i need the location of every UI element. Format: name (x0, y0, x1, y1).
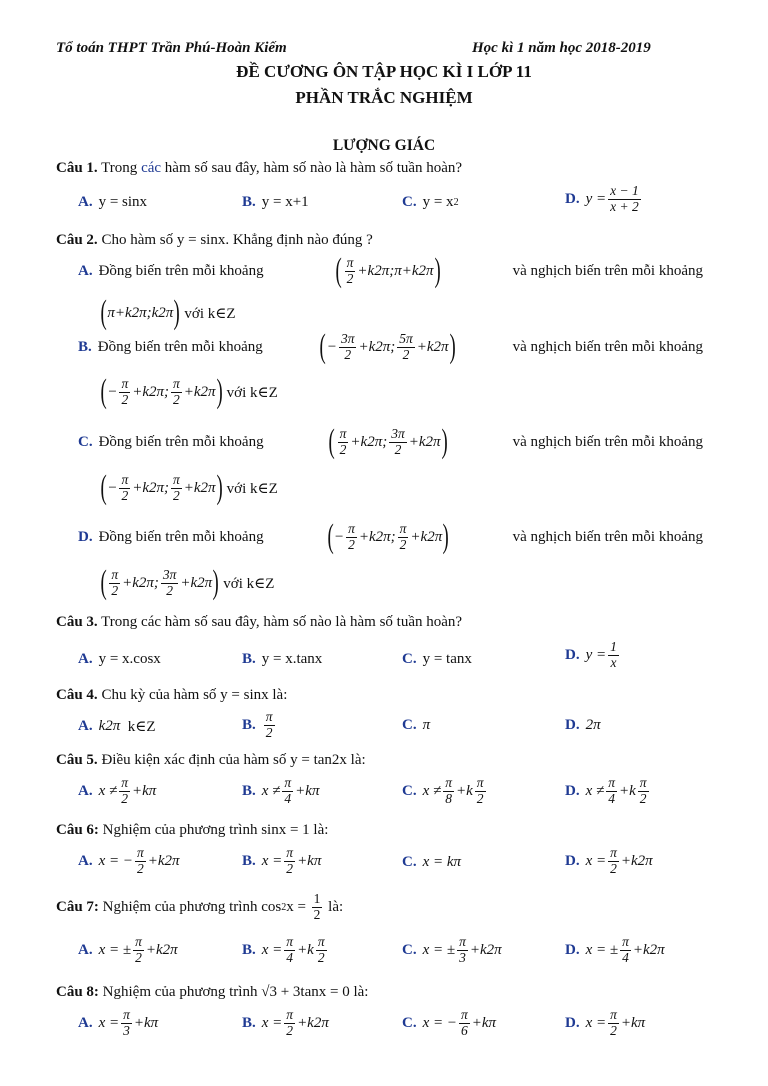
q6-option-a[interactable]: A. x = − $\frac{\pi}{2}$ +k2π (78, 845, 180, 876)
q1-option-b[interactable]: B. y = x+1 (242, 194, 309, 210)
q8-option-a[interactable]: A. x = $\frac{\pi}{3}$ +kπ (78, 1007, 159, 1038)
q8-option-c[interactable]: C. x = − $\frac{\pi}{6}$ +kπ (402, 1007, 497, 1038)
q8-option-d[interactable]: D. x = $\frac{\pi}{2}$ +kπ (565, 1007, 646, 1038)
q7-option-a[interactable]: A. x = ± $\frac{\pi}{2}$ +k2π (78, 934, 178, 965)
q4-option-b[interactable]: B. $\frac{\pi}{2}$ (242, 709, 273, 740)
q6-option-d[interactable]: D. x = $\frac{\pi}{2}$ +k2π (565, 845, 653, 876)
q2-option-d-cont: ( $\frac{\pi}{2}$ +k2π; $\frac{3\pi}{2}$ +k2π ) với k∈Z (100, 564, 275, 601)
q2-option-a-cont: ( π+k2π;k2π ) với k∈Z (100, 294, 236, 331)
q4-option-d[interactable]: D. 2π (565, 717, 601, 733)
q7-option-c[interactable]: C. x = ± $\frac{\pi}{3}$ +k2π (402, 934, 502, 965)
q2-option-b-cont: ( − $\frac{\pi}{2}$ +k2π; $\frac{\pi}{2}$ +k2π ) với k∈Z (100, 373, 278, 410)
question-number: Câu 1. (56, 160, 98, 176)
q8-option-b[interactable]: B. x = $\frac{\pi}{2}$ +k2π (242, 1007, 329, 1038)
doc-subtitle: PHẦN TRẮC NGHIỆM (295, 88, 473, 107)
question-8: Câu 8: Nghiệm của phương trình √3 + 3tanx = 0 là: (56, 984, 369, 1000)
q1-option-c[interactable]: C. y = x 2 (402, 194, 459, 210)
header-right: Học kì 1 năm học 2018-2019 (472, 40, 651, 56)
doc-title: ĐỀ CƯƠNG ÔN TẬP HỌC KÌ I LỚP 11 (236, 62, 532, 81)
header-left: Tổ toán THPT Trần Phú-Hoàn Kiếm (56, 40, 287, 56)
q2-option-a[interactable]: A. Đồng biến trên mỗi khoảng ( $\frac{\pi}{2}$ +k2π;π+k2π ) và nghịch biến trên mỗi khoảng (78, 252, 703, 289)
q3-option-d[interactable]: D. y = $\frac{1}{x}$ (565, 639, 617, 670)
q7-option-d[interactable]: D. x = ± $\frac{\pi}{4}$ +k2π (565, 934, 665, 965)
q2-option-c[interactable]: C. Đồng biến trên mỗi khoảng ( $\frac{\pi}{2}$ +k2π; $\frac{3\pi}{2}$ +k2π ) và nghịch biến trên mỗi khoảng (78, 423, 703, 460)
q7-option-b[interactable]: B. x = $\frac{\pi}{4}$ +k $\frac{\pi}{2}$ (242, 934, 325, 965)
question-7: Câu 7: Nghiệm của phương trình cos 2 x = $\frac{1}{2}$ là: (56, 891, 344, 922)
question-5: Câu 5. Điều kiện xác định của hàm số y = tan2x là: (56, 752, 366, 768)
q5-option-c[interactable]: C. x ≠ $\frac{\pi}{8}$ +k $\frac{\pi}{2}$ (402, 775, 484, 806)
q6-option-b[interactable]: B. x = $\frac{\pi}{2}$ +kπ (242, 845, 322, 876)
question-4: Câu 4. Chu kỳ của hàm số y = sinx là: (56, 687, 288, 703)
q3-option-a[interactable]: A. y = x.cosx (78, 651, 161, 667)
q3-option-b[interactable]: B. y = x.tanx (242, 651, 323, 667)
q5-option-b[interactable]: B. x ≠ $\frac{\pi}{4}$ +kπ (242, 775, 320, 806)
q2-option-c-cont: ( − $\frac{\pi}{2}$ +k2π; $\frac{\pi}{2}$ +k2π ) với k∈Z (100, 469, 278, 506)
q6-option-c[interactable]: C. x = kπ (402, 854, 462, 870)
q2-option-d[interactable]: D. Đồng biến trên mỗi khoảng ( − $\frac{\pi}{2}$ +k2π; $\frac{\pi}{2}$ +k2π ) và nghịch biến trên mỗi khoảng (78, 518, 703, 555)
q4-option-c[interactable]: C. π (402, 717, 431, 733)
q1-option-a[interactable]: A. y = sinx (78, 194, 148, 210)
question-6: Câu 6: Nghiệm của phương trình sinx = 1 là: (56, 822, 329, 838)
question-1: Câu 1. Trong các hàm số sau đây, hàm số nào là hàm số tuần hoàn? (56, 160, 463, 176)
q2-option-b[interactable]: B. Đồng biến trên mỗi khoảng ( − $\frac{3\pi}{2}$ +k2π; $\frac{5\pi}{2}$ +k2π ) và nghịch biến trên mỗi khoảng (78, 328, 703, 365)
q4-option-a[interactable]: A. k2π k∈Z (78, 718, 156, 735)
q3-option-c[interactable]: C. y = tanx (402, 651, 472, 667)
q1-option-d[interactable]: D. y = $\frac{x - 1}{x + 2}$ (565, 183, 639, 214)
q5-option-a[interactable]: A. x ≠ $\frac{\pi}{2}$ +kπ (78, 775, 157, 806)
section-title: LƯỢNG GIÁC (332, 137, 436, 154)
question-2: Câu 2. Cho hàm số y = sinx. Khẳng định nào đúng ? (56, 232, 373, 248)
q5-option-d[interactable]: D. x ≠ $\frac{\pi}{4}$ +k $\frac{\pi}{2}$ (565, 775, 647, 806)
question-3: Câu 3. Trong các hàm số sau đây, hàm số nào là hàm số tuần hoàn? (56, 614, 463, 630)
